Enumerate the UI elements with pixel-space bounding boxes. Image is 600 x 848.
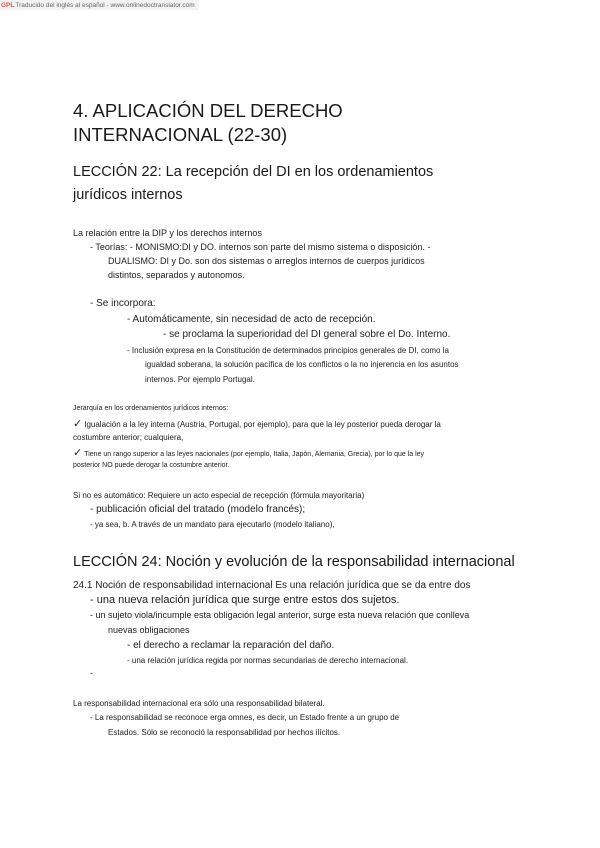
translator-banner-text: Traducido del inglés al español - www.onlinedoctranslator.com <box>15 1 195 9</box>
igualacion-text: Igualación a la ley interna (Austria, Portugal, por ejemplo), para que la ley posterior pueda derogar la <box>84 420 441 429</box>
publicacion-oficial: - publicación oficial del tratado (modelo francés); <box>90 504 306 515</box>
automaticamente-item: - Automáticamente, sin necesidad de acto de recepción. <box>127 314 376 325</box>
igualacion-line-1 <box>73 418 441 431</box>
lesson-22-heading-line-2: jurídicos internos <box>73 187 183 203</box>
bilateral-line: La responsabilidad internacional era sólo una responsabilidad bilateral. <box>73 699 325 708</box>
jerarquia-heading: Jerarquía en los ordenamientos jurídicos internos: <box>73 405 229 412</box>
lesson-22-heading-line-1: LECCIÓN 22: La recepción del DI en los ordenamientos <box>73 164 434 180</box>
teorias-line-3: distintos, separados y autonomos. <box>108 270 245 280</box>
derecho-reparacion-item: - el derecho a reclamar la reparación del daño. <box>127 640 335 651</box>
document-title-line-1: 4. APLICACIÓN DEL DERECHO <box>73 100 343 121</box>
nueva-relacion-item: - una nueva relación jurídica que surge entre estos dos sujetos. <box>90 594 400 606</box>
teorias-line-2: DUALISMO: DI y Do. son dos sistemas o arreglos internos de cuerpos jurídicos <box>108 256 425 266</box>
se-incorpora: - Se incorpora: <box>90 298 156 309</box>
inclusion-line-2: igualdad soberana, la solución pacífica de los conflictos o la no injerencia en los asuntos <box>145 360 459 369</box>
lesson-24-heading: LECCIÓN 24: Noción y evolución de la responsabilidad internacional <box>73 554 515 570</box>
sujeto-line-2: nuevas obligaciones <box>108 625 190 635</box>
inclusion-line-1: - Inclusión expresa en la Constitución de determinados principios generales de DI, como la <box>127 346 449 355</box>
nocion-line: 24.1 Noción de responsabilidad internacional Es una relación jurídica que se da entre dos <box>73 580 471 591</box>
erga-omnes-line-1: - La responsabilidad se reconoce erga omnes, es decir, un Estado frente a un grupo de <box>90 713 400 722</box>
mandato-ejecutar: - ya sea, b. A través de un mandato para ejecutarlo (modelo italiano), <box>90 520 335 529</box>
translator-banner <box>0 0 199 10</box>
inclusion-line-3: internos. Por ejemplo Portugal. <box>145 375 255 384</box>
empty-dash-item: - <box>90 668 93 678</box>
checkmark-icon: ✓ <box>73 447 83 459</box>
document-title-line-2: INTERNACIONAL (22-30) <box>73 124 288 145</box>
superioridad-item: - se proclama la superioridad del DI general sobre el Do. Interno. <box>163 329 451 340</box>
igualacion-line-2: costumbre anterior; cualquiera, <box>73 433 184 442</box>
relacion-regida-item: - una relación jurídica regida por normas secundarias de derecho internacional. <box>127 656 409 665</box>
relation-intro: La relación entre la DIP y los derechos internos <box>73 228 262 238</box>
erga-omnes-line-2: Estados. Sólo se reconoció la responsabilidad por hechos ilícitos. <box>108 728 341 737</box>
rango-line-1 <box>73 447 424 460</box>
teorias-line-1: - Teorías: - MONISMO:DI y DO. internos son parte del mismo sistema o disposición. - <box>90 242 431 252</box>
translator-logo-icon: GPL <box>1 1 15 9</box>
sujeto-line-1: - un sujeto viola/incumple esta obligación legal anterior, surge esta nueva relación que conlleva <box>90 610 470 620</box>
rango-text: Tiene un rango superior a las leyes nacionales (por ejemplo, Italia, Japón, Alemania, Grecia), por lo que la ley <box>84 451 425 458</box>
rango-line-2: posterior NO puede derogar la costumbre anterior. <box>73 462 230 469</box>
no-automatico: Si no es automático: Requiere un acto especial de recepción (fórmula mayoritaria) <box>73 491 365 500</box>
checkmark-icon: ✓ <box>73 418 83 430</box>
